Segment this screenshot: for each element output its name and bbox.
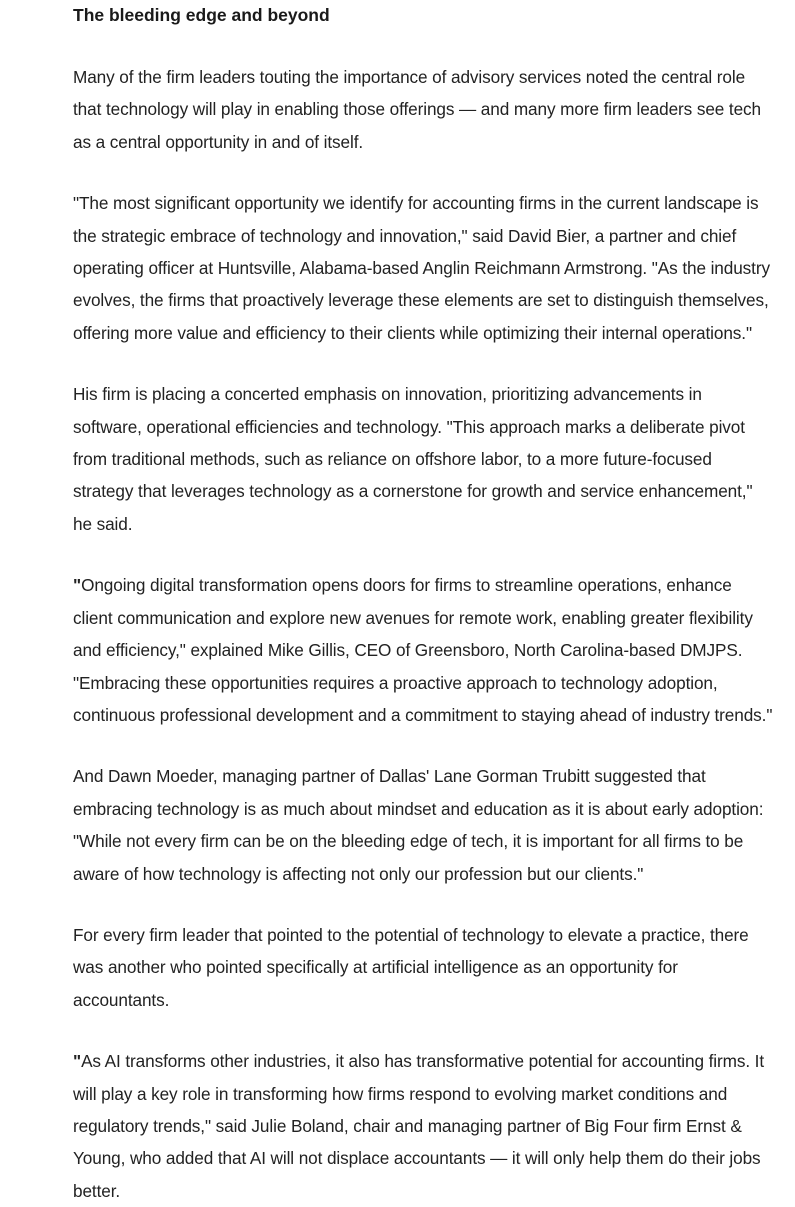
paragraph-lead-quote: " [73,575,82,596]
paragraph-moeder-quote [73,760,773,890]
paragraph-text: For every firm leader that pointed to the potential of technology to elevate a practice, there was another who pointed specifically at artificial intelligence as an opportunity for accountants. [73,924,749,1010]
paragraph-text: Many of the firm leaders touting the importance of advisory services noted the central role that technology will play in enabling those offerings — and many more firm leaders see tech as a central opportunity in and of itself. [73,67,762,152]
paragraph-bier-firm [73,378,773,540]
paragraph-ai-transition [73,919,773,1016]
paragraph-text: His firm is placing a concerted emphasis on innovation, prioritizing advancements in software, operational efficiencies and technology. "This approach marks a deliberate pivot from traditional methods, such as reliance on offshore labor, to a more future-focused strategy that leverages technology as a cornerstone for growth and service enhancement," he said. [73,384,753,534]
paragraph-text: And Dawn Moeder, managing partner of Dallas' Lane Gorman Trubitt suggested that embracing technology is as much about mindset and education as it is about early adoption: "While not every firm can be on the bleeding edge of tech, it is important for all firms to be aware of how technology is affecting not only our profession but our clients." [73,766,764,884]
paragraph-gillis-quote [73,569,773,731]
paragraph-text: "The most significant opportunity we identify for accounting firms in the current landscape is the strategic embrace of technology and innovation," said David Bier, a partner and chief operating officer at Huntsville, Alabama-based Anglin Reichmann Armstrong. "As the industry evolves, the firms that proactively leverage these elements are set to distinguish themselves, offering more value and efficiency to their clients while optimizing their internal operations." [73,193,770,343]
section-heading: The bleeding edge and beyond [73,5,330,25]
paragraph-bier-quote [73,187,773,349]
paragraph-text: As AI transforms other industries, it also has transformative potential for accounting firms. It will play a key role in transforming how firms respond to evolving market conditions and regulatory trends," said Julie Boland, chair and managing partner of Big Four firm Ernst & Young, who added that AI will not displace accountants — it will only help them do their jobs better. [73,1051,765,1201]
paragraph-boland-quote [73,1045,773,1207]
paragraph-lead-quote: " [73,1051,82,1072]
paragraph-text: Ongoing digital transformation opens doors for firms to streamline operations, enhance client communication and explore new avenues for remote work, enabling greater flexibility and efficiency," explained Mike Gillis, CEO of Greensboro, North Carolina-based DMJPS. "Embracing these opportunities requires a proactive approach to technology adoption, continuous professional development and a commitment to staying ahead of industry trends." [73,575,773,725]
paragraph-intro [73,61,773,158]
